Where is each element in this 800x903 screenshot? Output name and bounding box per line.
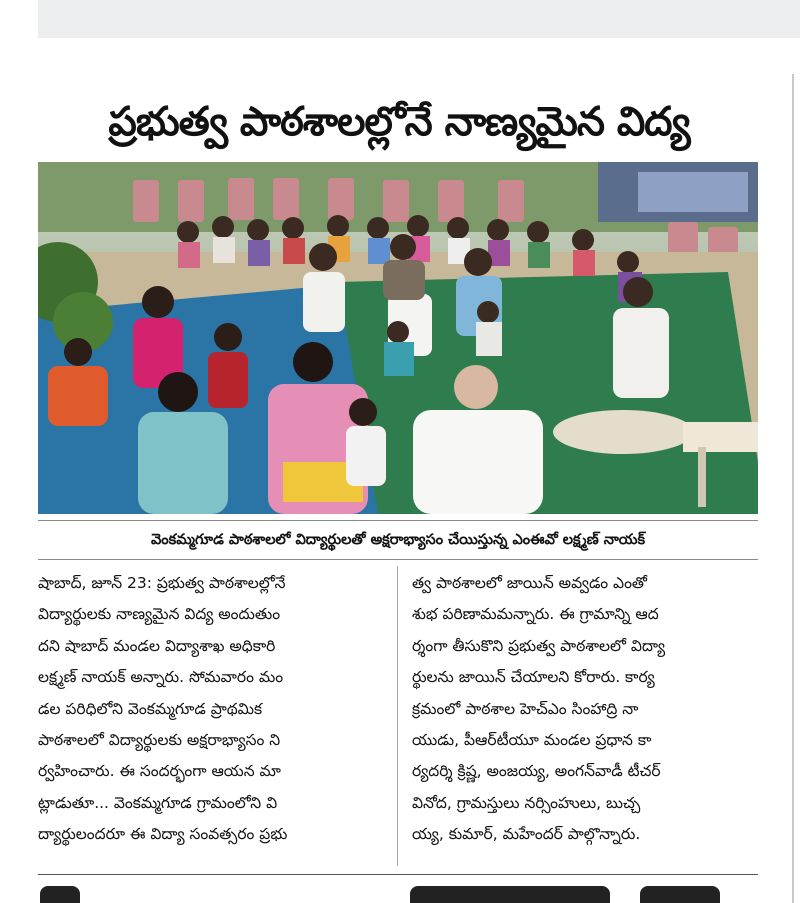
article-line: ర్వహించారు. ఈ సందర్భంగా ఆయన మా xyxy=(38,762,281,781)
article-line: య్య, కుమార్, మహేందర్ పాల్గొన్నారు. xyxy=(412,825,641,844)
next-article-fragment xyxy=(640,886,720,903)
next-article-fragment xyxy=(410,886,610,903)
article-headline: ప్రభుత్వ పాఠశాలల్లోనే నాణ్యమైన విద్య xyxy=(108,99,690,145)
article-line: క్రమంలో పాఠశాల హెచ్ఎం సింహాద్రి నా xyxy=(412,699,639,718)
article-line: ర్శంగా తీసుకొని ప్రభుత్వ పాఠశాలలో విద్యా xyxy=(412,636,666,655)
article-column-2 xyxy=(412,568,760,851)
article-photo xyxy=(38,162,758,514)
article-line: ట్లాడుతూ... వెంకమ్మగూడ గ్రామంలోని వి xyxy=(38,793,278,812)
top-bar xyxy=(38,0,800,38)
article-line: విద్యార్థులకు నాణ్యమైన విద్య అందుతుం xyxy=(38,605,281,624)
article-line: త్వ పాఠశాలలో జాయిన్ అవ్వడం ఎంతో xyxy=(412,574,648,592)
article-line: ద్యార్థులందరూ ఈ విద్యా సంవత్సరం ప్రభు xyxy=(38,825,288,844)
article-line: వినోద, గ్రామస్తులు నర్సింహులు, బుచ్చ xyxy=(412,793,641,812)
article-line: పాఠశాలలో విద్యార్థులకు అక్షరాభ్యాసం ని xyxy=(38,731,281,750)
article-line: లక్ష్మణ్ నాయక్ అన్నారు. సోమవారం మం xyxy=(38,668,284,687)
photo-caption: వెంకమ్మగూడ పాఠశాలలో విద్యార్థులతో అక్షరాభ్యాసం చేయిస్తున్న ఎంఈవో లక్ష్మణ్ నాయక్ xyxy=(38,520,758,560)
article-line: ర్థులను జాయిన్ చేయాలని కోరారు. కార్య xyxy=(412,668,655,687)
section-rule xyxy=(38,874,758,875)
column-divider xyxy=(397,566,398,866)
article-line: దని షాబాద్ మండల విద్యాశాఖ అధికారి xyxy=(38,636,276,655)
article-column-1 xyxy=(38,568,386,851)
page-edge-rule xyxy=(792,74,794,903)
next-article-fragment xyxy=(40,886,80,903)
classroom-photo-icon xyxy=(38,162,758,514)
article-line: శుభ పరిణామమన్నారు. ఈ గ్రామాన్ని ఆద xyxy=(412,605,659,624)
article-line: షాబాద్, జూన్ 23: ప్రభుత్వ పాఠశాలల్లోనే xyxy=(38,574,286,592)
article-line: ర్యదర్శి క్రిష్ణ, అంజయ్య, అంగన్‌వాడీ టీచర్ xyxy=(412,762,661,781)
article-line: డల పరిధిలోని వెంకమ్మగూడ ప్రాథమిక xyxy=(38,699,263,718)
article-line: యుడు, పీఆర్‌టీయూ మండల ప్రధాన కా xyxy=(412,731,652,750)
